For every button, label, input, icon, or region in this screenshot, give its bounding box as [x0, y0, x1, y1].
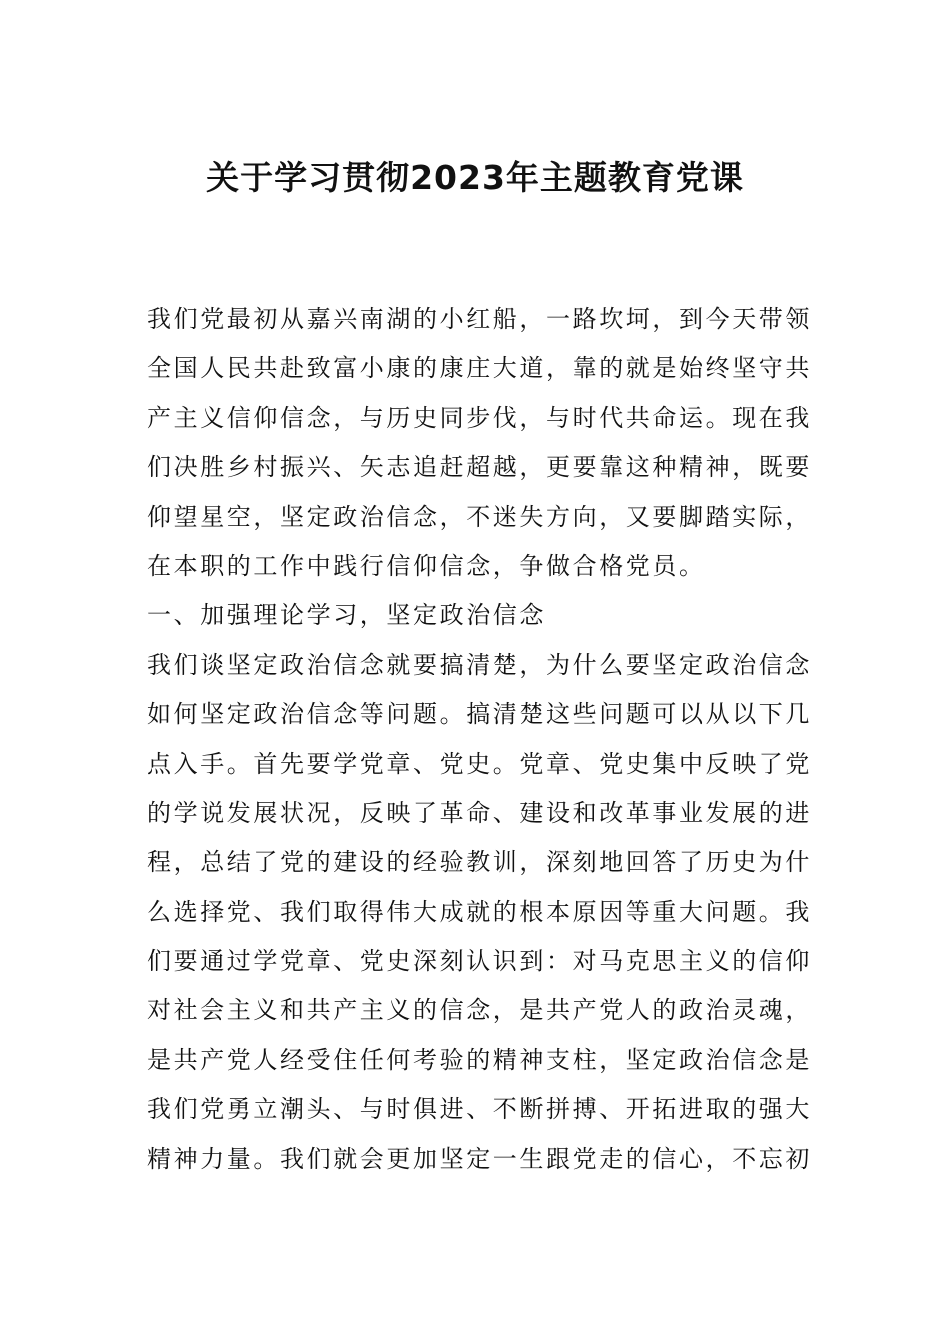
section-heading: 一、加强理论学习，坚定政治信念	[147, 601, 546, 630]
body-line: 对社会主义和共产主义的信念，是共产党人的政治灵魂，	[147, 996, 812, 1025]
body-line: 产主义信仰信念，与历史同步伐，与时代共命运。现在我	[147, 403, 812, 432]
body-line: 精神力量。我们就会更加坚定一生跟党走的信心，不忘初	[147, 1144, 812, 1173]
body-line: 全国人民共赴致富小康的康庄大道，靠的就是始终坚守共	[147, 354, 812, 383]
body-line: 们要通过学党章、党史深刻认识到：对马克思主义的信仰	[147, 947, 812, 976]
body-line: 我们谈坚定政治信念就要搞清楚，为什么要坚定政治信念	[147, 650, 812, 679]
body-line: 么选择党、我们取得伟大成就的根本原因等重大问题。我	[147, 897, 812, 926]
body-line: 仰望星空，坚定政治信念，不迷失方向，又要脚踏实际，	[147, 502, 812, 531]
body-line: 点入手。首先要学党章、党史。党章、党史集中反映了党	[147, 749, 812, 778]
body-line: 我们党勇立潮头、与时俱进、不断拼搏、开拓进取的强大	[147, 1095, 812, 1124]
body-line: 们决胜乡村振兴、矢志追赶超越，更要靠这种精神，既要	[147, 453, 812, 482]
body-line: 程，总结了党的建设的经验教训，深刻地回答了历史为什	[147, 848, 812, 877]
body-line: 是共产党人经受住任何考验的精神支柱，坚定政治信念是	[147, 1045, 812, 1074]
document-body	[147, 295, 812, 1184]
document-title: 关于学习贯彻2023年主题教育党课	[206, 158, 744, 197]
body-line: 在本职的工作中践行信仰信念，争做合格党员。	[147, 551, 706, 580]
body-line: 如何坚定政治信念等问题。搞清楚这些问题可以从以下几	[147, 700, 812, 729]
body-line: 我们党最初从嘉兴南湖的小红船，一路坎坷，到今天带领	[147, 305, 812, 333]
body-line: 的学说发展状况，反映了革命、建设和改革事业发展的进	[147, 798, 812, 827]
